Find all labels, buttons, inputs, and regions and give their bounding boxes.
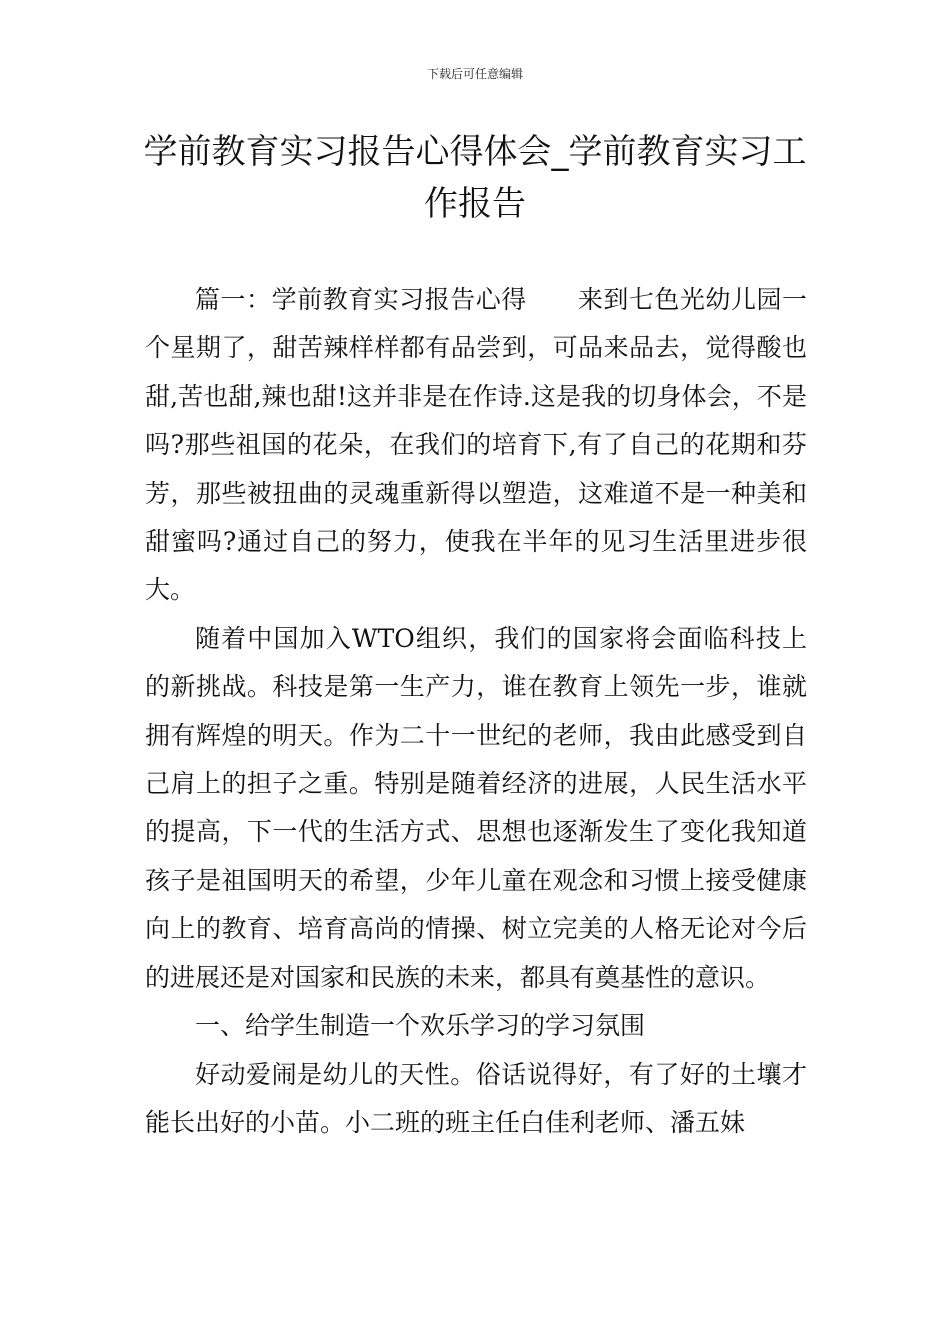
section-heading-1: 一、给学生制造一个欢乐学习的学习氛围	[195, 1011, 646, 1041]
header-note: 下载后可任意编辑	[426, 67, 523, 81]
document-title: 学前教育实习报告心得体会_学前教育实习工作报告	[143, 132, 807, 224]
document-body	[145, 276, 807, 1147]
paragraph-3: 好动爱闹是幼儿的天性。俗话说得好，有了好的土壤才能长出好的小苗。小二班的班主任白佳利老师、潘五妹	[145, 1059, 807, 1137]
paragraph-2: 随着中国加入WTO组织，我们的国家将会面临科技上的新挑战。科技是第一生产力，谁在教育上领先一步，谁就拥有辉煌的明天。作为二十一世纪的老师，我由此感受到自己肩上的担子之重。特别是随着经济的进展，人民生活水平的提高，下一代的生活方式、思想也逐渐发生了变化我知道孩子是祖国明天的希望，少年儿童在观念和习惯上接受健康向上的教育、培育高尚的情操、树立完美的人格无论对今后的进展还是对国家和民族的未来，都具有奠基性的意识。	[145, 623, 807, 992]
paragraph-1: 篇一：学前教育实习报告心得 来到七色光幼儿园一个星期了，甜苦辣样样都有品尝到，可品来品去，觉得酸也甜,苦也甜,辣也甜!这并非是在作诗.这是我的切身体会，不是吗?那些祖国的花朵，在我们的培育下,有了自己的花期和芬芳，那些被扭曲的灵魂重新得以塑造，这难道不是一种美和甜蜜吗?通过自己的努力，使我在半年的见习生活里进步很大。	[145, 285, 807, 605]
